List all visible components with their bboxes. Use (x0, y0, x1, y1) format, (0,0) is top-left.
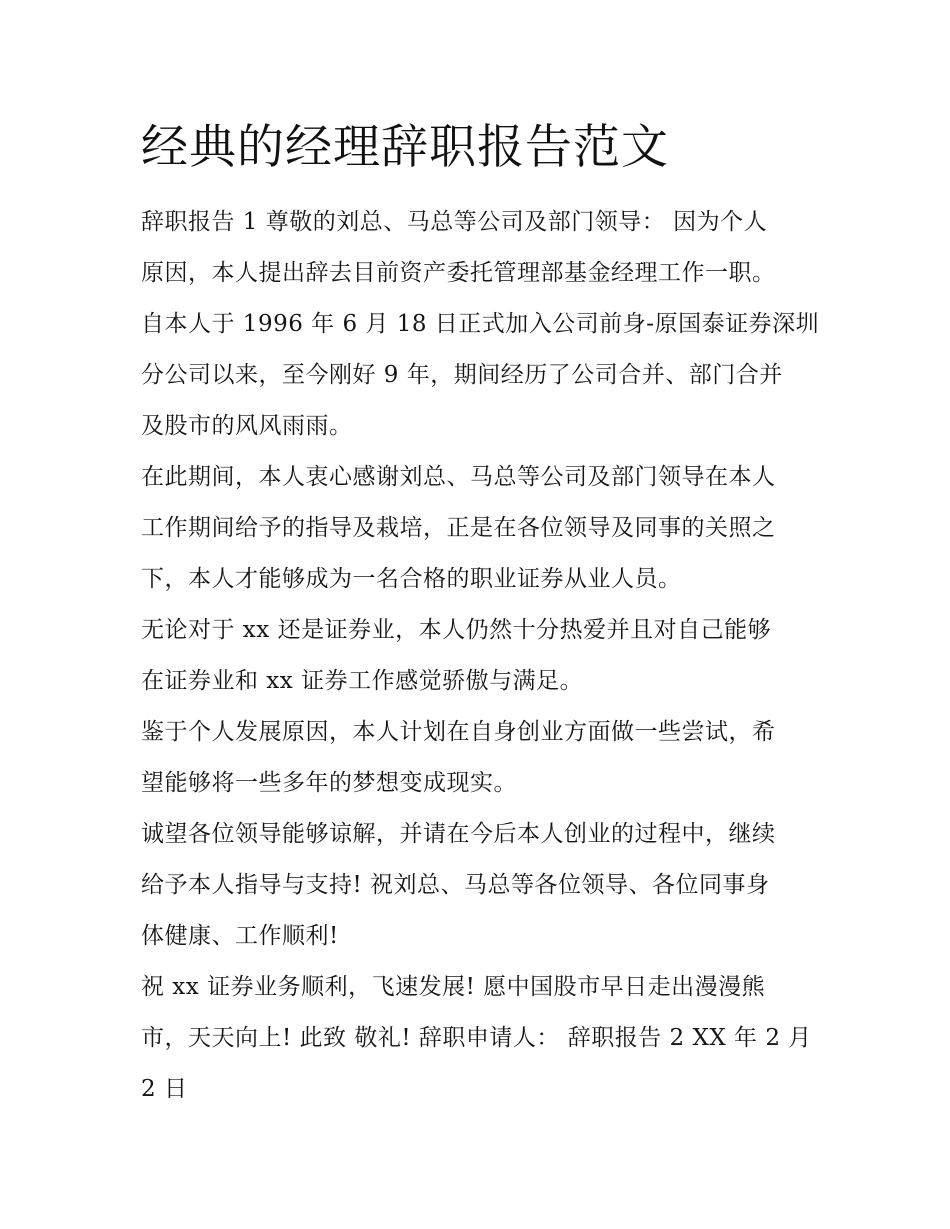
text-line: 鉴于个人发展原因，本人计划在自身创业方面做一些尝试，希 (141, 719, 776, 745)
text-line: 体健康、工作顺利! (141, 923, 339, 949)
text-line: 自本人于 1996 年 6 月 18 日正式加入公司前身-原国泰证券深圳 (141, 311, 820, 337)
paragraph-passion (141, 605, 821, 707)
text-line: 原因，本人提出辞去目前资产委托管理部基金经理工作一职。 (141, 260, 776, 286)
text-line: 在证券业和 xx 证券工作感觉骄傲与满足。 (141, 668, 584, 694)
paragraph-resignation-intro (141, 197, 821, 452)
text-line: 及股市的风风雨雨。 (141, 413, 353, 439)
paragraph-reason (141, 707, 821, 809)
text-line: 下，本人才能够成为一名合格的职业证券从业人员。 (141, 566, 682, 592)
text-line: 辞职报告 1 尊敬的刘总、马总等公司及部门领导： 因为个人 (141, 209, 768, 235)
document-title: 经典的经理辞职报告范文 (141, 120, 669, 175)
text-line: 望能够将一些多年的梦想变成现实。 (141, 770, 517, 796)
paragraph-gratitude (141, 452, 821, 605)
paragraph-request (141, 809, 821, 962)
text-line: 无论对于 xx 还是证券业，本人仍然十分热爱并且对自己能够 (141, 617, 772, 643)
text-line: 市，天天向上! 此致 敬礼! 辞职申请人： 辞职报告 2 XX 年 2 月 (141, 1025, 812, 1051)
paragraph-closing (141, 962, 821, 1115)
document-body (141, 197, 821, 1115)
text-line: 诚望各位领导能够谅解，并请在今后本人创业的过程中，继续 (141, 821, 776, 847)
text-line: 工作期间给予的指导及栽培，正是在各位领导及同事的关照之 (141, 515, 776, 541)
text-line: 在此期间，本人衷心感谢刘总、马总等公司及部门领导在本人 (141, 464, 776, 490)
text-line: 给予本人指导与支持! 祝刘总、马总等各位领导、各位同事身 (141, 872, 770, 898)
text-line: 2 日 (141, 1076, 188, 1102)
text-line: 祝 xx 证券业务顺利，飞速发展! 愿中国股市早日走出漫漫熊 (141, 974, 766, 1000)
text-line: 分公司以来，至今刚好 9 年，期间经历了公司合并、部门合并 (141, 362, 783, 388)
